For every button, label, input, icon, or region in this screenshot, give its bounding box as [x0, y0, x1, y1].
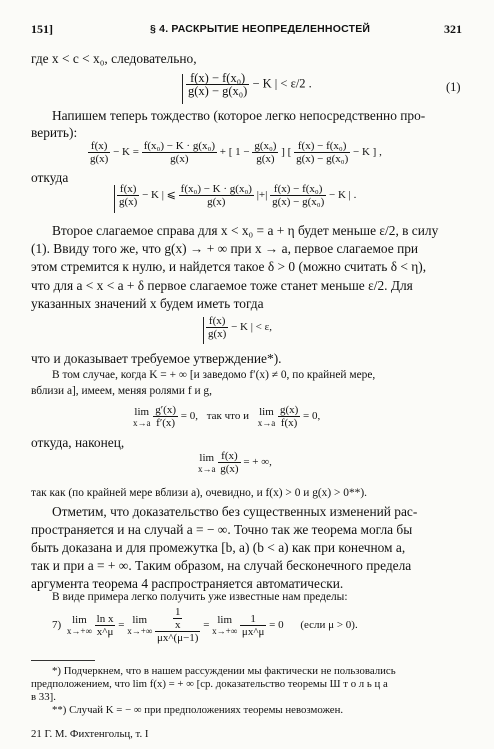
footnote-rule	[31, 660, 95, 661]
header-page-number: 321	[444, 22, 462, 36]
paragraph-line: Второе слагаемое справа для x < x₀ = a + η будет меньше ε/2, в силу	[52, 223, 439, 238]
paragraph-line: вблизи a], имеем, меняя ролями f и g,	[31, 385, 212, 397]
paragraph-text: что и доказывает требуемое утверждение*).	[31, 351, 282, 366]
footnote-line: *) Подчеркнем, что в нашем рассуждении мы фактически не пользовались	[52, 665, 396, 677]
paragraph-line: этом стремится к нулю, и найдется такое δ > 0 (можно считать δ < η),	[31, 259, 427, 274]
equation-4: $\frac{f(x)}{g(x)}$ − K | < ε,	[203, 315, 272, 340]
paragraph-line: В том случае, когда K = + ∞ [и заведомо f′(x) ≠ 0, по крайней мере,	[52, 369, 376, 381]
equation-3: $\frac{f(x)}{g(x)}$ − K | ⩽ $\frac{\text{f(x₀) − K · g(x₀)}}{g(x)}$ |+| $\frac{\text{f(x) − f(x₀)}}{\text{g(x) − g(x₀)}}$ − K | .	[114, 183, 356, 208]
equation-2: $\frac{f(x)}{g(x)}$ − K = $\frac{\text{f(x₀) − K · g(x₀)}}{g(x)}$ + [ 1 − $\frac{\text{g(x₀)}}{g(x)}$ ] [ $\frac{\text{f(x) − f(x₀)}}{\text{g(x) − g(x₀)}}$ − K ] ,	[90, 140, 382, 165]
paragraph-text: так как (по крайней мере вблизи a), очевидно, и f(x) > 0 и g(x) > 0**).	[31, 487, 368, 499]
paragraph-text: где x < c < x₀, следовательно,	[31, 51, 197, 66]
paragraph-text: Напишем теперь тождество (которое легко непосредственно про-	[52, 108, 426, 123]
paragraph-line: аргумента теорема 4 распространяется автоматически.	[31, 576, 344, 591]
paragraph-line: (1). Ввиду того же, что g(x) → + ∞ при x → a, первое слагаемое при	[31, 241, 419, 256]
equation-5: lim x→a $\frac{g'(x)}{f'(x)}$ = 0, так что и lim x→a $\frac{g(x)}{f(x)}$ = 0,	[133, 404, 321, 429]
paragraph-text: верить):	[31, 125, 78, 140]
footnote-line: **) Случай K = − ∞ при предположениях теоремы невозможен.	[52, 704, 344, 716]
paragraph-line: пространяется и на случай a = − ∞. Точно так же теорема могла бы	[31, 522, 413, 537]
paragraph-text: В виде примера легко получить уже известные нам пределы:	[52, 591, 348, 603]
header-title: § 4. РАСКРЫТИЕ НЕОПРЕДЕЛЕННОСТЕЙ	[150, 23, 371, 35]
paragraph-text: откуда	[31, 170, 69, 185]
equation-7: 7) lim x→+∞ $\frac{\text{ln x}}{x\^{}\mu}$ = lim x→+∞ $\frac{\frac{1}{x}}{\mu x\^{}(\mu-1)}$ = lim x→+∞ $\frac{1}{\mu x\^{}\mu}$ = 0 (если μ > 0).	[52, 606, 358, 644]
paragraph-line: Отметим, что доказательство без существенных изменений рас-	[52, 504, 418, 519]
footnote-line: предположением, что lim f(x) = + ∞ [ср. доказательство теоремы Ш т о л ь ц а	[31, 678, 388, 690]
equation-6: lim x→a $\frac{f(x)}{g(x)}$ = + ∞,	[198, 450, 272, 475]
equation-1: $\frac{\text{f(x) − f(x₀)}}{\text{g(x) − g(x₀)}}$ − K | < ε/2 .	[182, 72, 312, 97]
header-section-number: 151]	[31, 22, 53, 36]
footnote-line: в 33].	[31, 691, 56, 703]
equation-tag: (1)	[446, 80, 461, 94]
printer-signature: 21 Г. М. Фихтенгольц, т. I	[31, 728, 149, 740]
paragraph-text: откуда, наконец,	[31, 435, 125, 450]
paragraph-line: что для a < x < a + δ первое слагаемое тоже станет меньше ε/2. Для	[31, 278, 413, 293]
paragraph-line: так и при a = + ∞. Таким образом, на случай бесконечного предела	[31, 558, 412, 573]
paragraph-line: указанных значений x будем иметь тогда	[31, 296, 264, 311]
paragraph-line: быть доказана и для промежутка [b, a) (b < a) как при конечном a,	[31, 540, 406, 555]
